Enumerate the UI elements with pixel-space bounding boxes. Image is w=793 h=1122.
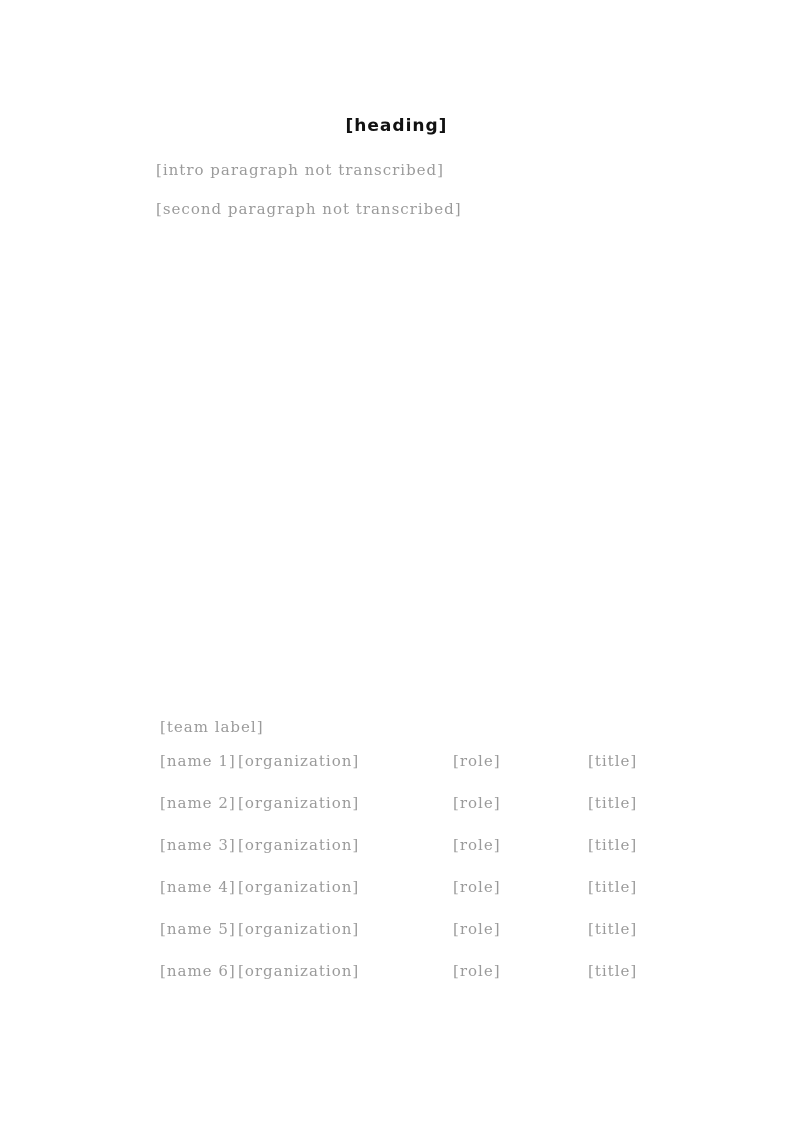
member-name: [name 3] xyxy=(160,836,236,854)
member-title: [title] xyxy=(588,836,638,854)
member-title: [title] xyxy=(588,752,638,770)
member-role: [role] xyxy=(453,962,501,980)
member-name: [name 4] xyxy=(160,878,236,896)
member-name: [name 1] xyxy=(160,752,236,770)
paragraph-principles: [second paragraph not transcribed] xyxy=(156,200,462,218)
team-member xyxy=(160,920,700,962)
member-org: [organization] xyxy=(238,752,360,770)
member-title: [title] xyxy=(588,962,638,980)
team-list xyxy=(160,752,700,1004)
member-org: [organization] xyxy=(238,920,360,938)
member-role: [role] xyxy=(453,878,501,896)
member-role: [role] xyxy=(453,836,501,854)
member-org: [organization] xyxy=(238,836,360,854)
member-name: [name 2] xyxy=(160,794,236,812)
team-member xyxy=(160,752,700,794)
team-member xyxy=(160,878,700,920)
member-role: [role] xyxy=(453,920,501,938)
member-org: [organization] xyxy=(238,878,360,896)
member-name: [name 6] xyxy=(160,962,236,980)
paragraph-intro: [intro paragraph not transcribed] xyxy=(156,161,444,179)
team-member xyxy=(160,962,700,1004)
member-title: [title] xyxy=(588,794,638,812)
body-text xyxy=(126,154,686,232)
team-label: [team label] xyxy=(160,718,264,736)
member-org: [organization] xyxy=(238,962,360,980)
member-org: [organization] xyxy=(238,794,360,812)
member-name: [name 5] xyxy=(160,920,236,938)
team-member xyxy=(160,836,700,878)
member-title: [title] xyxy=(588,920,638,938)
team-member xyxy=(160,794,700,836)
member-role: [role] xyxy=(453,794,501,812)
member-title: [title] xyxy=(588,878,638,896)
member-role: [role] xyxy=(453,752,501,770)
page-title: [heading] xyxy=(345,116,448,136)
